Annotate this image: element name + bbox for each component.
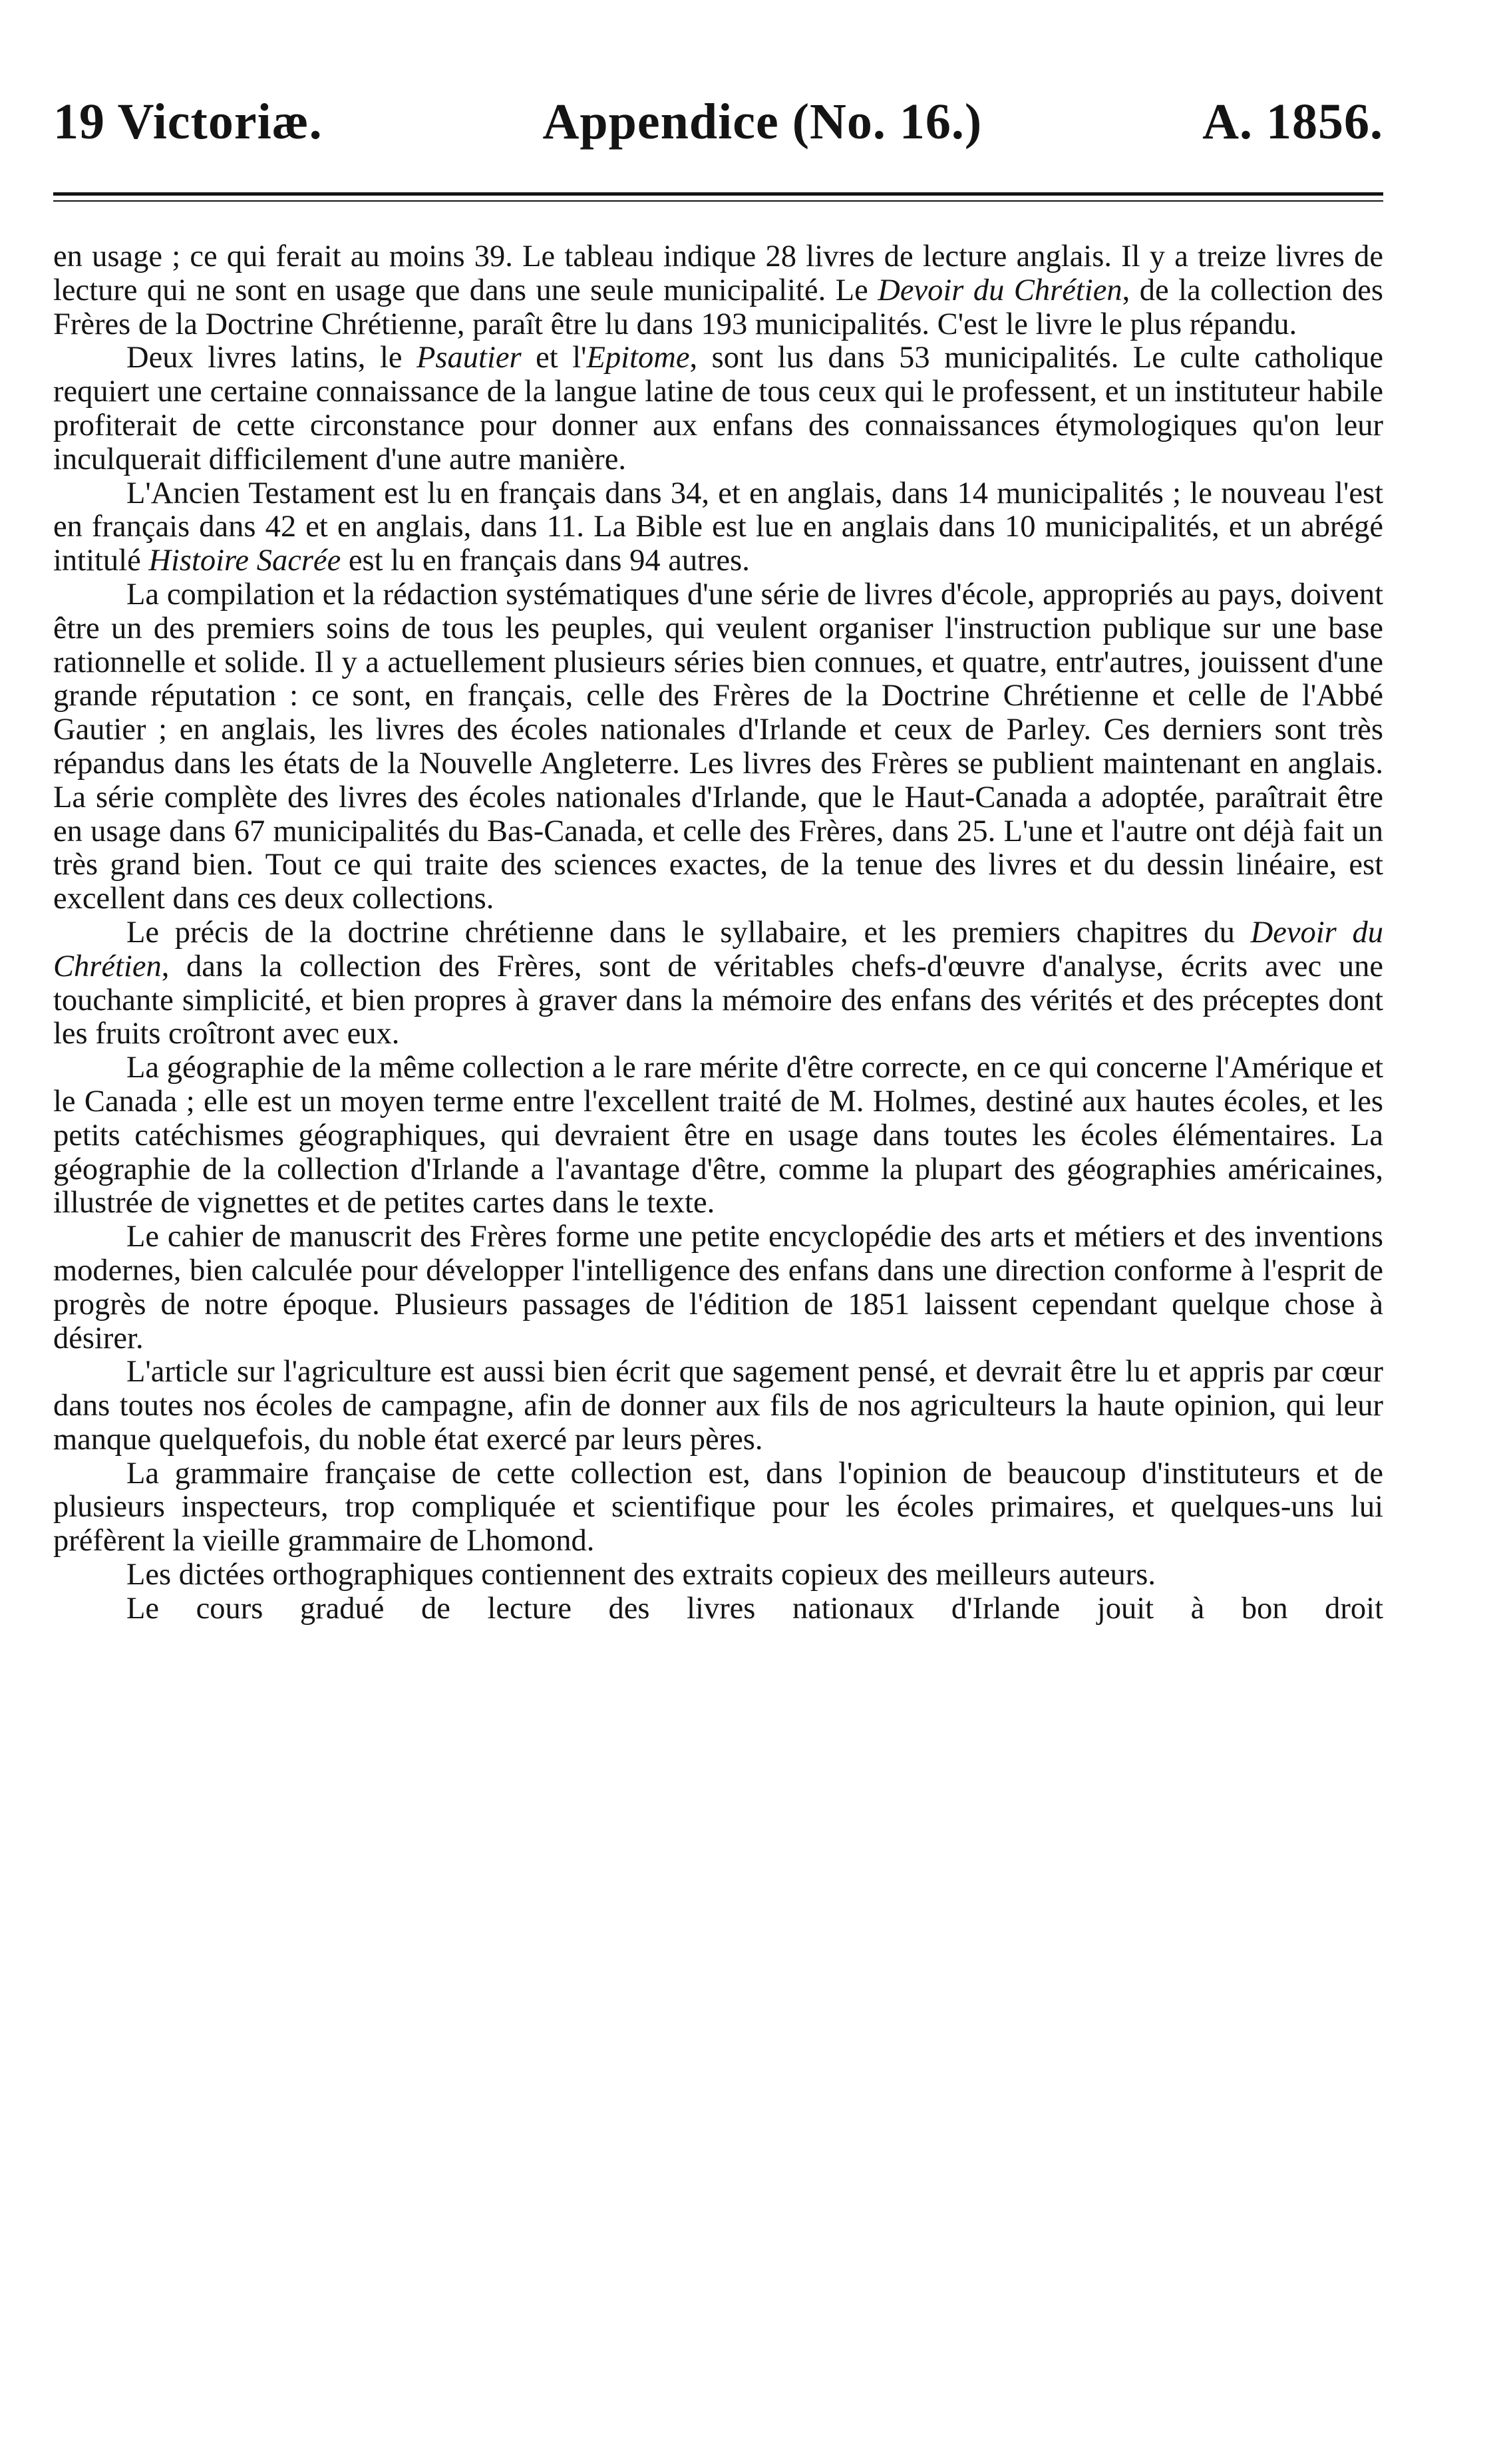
text-run: Les dictées orthographiques contiennent des extraits copieux des meilleurs auteurs. bbox=[126, 1558, 1156, 1592]
body-text bbox=[53, 240, 1383, 1626]
header-rule-thin bbox=[53, 200, 1383, 202]
paragraph bbox=[53, 240, 1383, 341]
page-header bbox=[53, 93, 1383, 151]
text-run: L'Ancien Testament est lu en français dans 34, et en anglais, dans 14 municipalités ; le nouveau l'est en français dans 42 et en anglais, dans 11. La Bible est lue en anglais dans 10 municipalités, et un abrégé intitulé bbox=[53, 476, 1383, 578]
paragraph bbox=[53, 1457, 1383, 1558]
paragraph bbox=[53, 1220, 1383, 1355]
italic-title: Devoir du Chrétien bbox=[53, 915, 1383, 983]
text-run: en usage ; ce qui ferait au moins 39. Le tableau indique 28 livres de lecture anglais. Il y a treize livres de lecture qui ne sont en usage que dans une seule municipalité. Le bbox=[53, 240, 1383, 307]
paragraph bbox=[53, 477, 1383, 578]
text-run: Le cours gradué de lecture des livres nationaux d'Irlande jouit à bon droit bbox=[126, 1591, 1383, 1626]
paragraph bbox=[53, 341, 1383, 476]
paragraph bbox=[53, 1592, 1383, 1626]
text-run: , sont lus dans 53 municipalités. Le culte catholique requiert une certaine connaissance de la langue latine de tous ceux qui le professent, et un instituteur habile profiterait de cette circonstance pour donner aux enfans des connaissances étymologiques qu'on leur inculquerait difficilement d'une autre manière. bbox=[53, 341, 1383, 476]
paragraph bbox=[53, 1558, 1383, 1592]
text-run: Le précis de la doctrine chrétienne dans le syllabaire, et les premiers chapitres du bbox=[126, 915, 1251, 950]
paragraph bbox=[53, 916, 1383, 1051]
header-rule-thick bbox=[53, 192, 1383, 196]
text-run: Deux livres latins, le bbox=[126, 341, 417, 375]
paragraph bbox=[53, 1051, 1383, 1220]
header-appendix: Appendice (No. 16.) bbox=[542, 94, 983, 150]
italic-title: Epitome bbox=[586, 341, 690, 375]
italic-title: Histoire Sacrée bbox=[148, 544, 341, 578]
text-run: La compilation et la rédaction systématiques d'une série de livres d'école, appropriés au pays, doivent être un des premiers soins de tous les peuples, qui veulent organiser l'instruction publique sur une base rationnelle et solide. Il y a actuellement plusieurs séries bien connues, et quatre, entr'autres, jouissent d'une grande réputation : ce sont, en français, celle des Frères de la Doctrine Chrétienne et celle de l'Abbé Gautier ; en anglais, les livres des écoles nationales d'Irlande et ceux de Parley. Ces derniers sont très répandus dans les états de la Nouvelle Angleterre. Les livres des Frères se publient maintenant en anglais. La série complète des livres des écoles nationales d'Irlande, que le Haut-Canada a adoptée, paraîtrait être en usage dans 67 municipalités du Bas-Canada, et celle des Frères, dans 25. L'une et l'autre ont déjà fait un très grand bien. Tout ce qui traite des sciences exactes, de la tenue des livres et du dessin linéaire, est excellent dans ces deux collections. bbox=[53, 577, 1383, 916]
text-run: L'article sur l'agriculture est aussi bien écrit que sagement pensé, et devrait être lu et appris par cœur dans toutes nos écoles de campagne, afin de donner aux fils de nos agriculteurs la haute opinion, qui leur manque quelquefois, du noble état exercé par leurs pères. bbox=[53, 1355, 1383, 1457]
text-run: La grammaire française de cette collection est, dans l'opinion de beaucoup d'instituteurs et de plusieurs inspecteurs, trop compliquée et scientifique pour les écoles primaires, et quelques-uns lui préfèrent la vieille grammaire de Lhomond. bbox=[53, 1456, 1383, 1558]
header-year: A. 1856. bbox=[1202, 94, 1383, 150]
text-run: , dans la collection des Frères, sont de véritables chefs-d'œuvre d'analyse, écrits avec une touchante simplicité, et bien propres à graver dans la mémoire des enfans des vérités et des préceptes dont les fruits croîtront avec eux. bbox=[53, 949, 1383, 1051]
header-session: 19 Victoriæ. bbox=[53, 94, 323, 150]
italic-title: Devoir du Chrétien bbox=[878, 273, 1122, 307]
text-run: et l' bbox=[521, 341, 587, 375]
text-run: La géographie de la même collection a le rare mérite d'être correcte, en ce qui concerne l'Amérique et le Canada ; elle est un moyen terme entre l'excellent traité de M. Holmes, destiné aux hautes écoles, et les petits catéchismes géographiques, qui devraient être en usage dans toutes les écoles élémentaires. La géographie de la collection d'Irlande a l'avantage d'être, comme la plupart des géographies américaines, illustrée de vignettes et de petites cartes dans le texte. bbox=[53, 1051, 1383, 1220]
paragraph bbox=[53, 1355, 1383, 1457]
text-run: , de la collection des Frères de la Doctrine Chrétienne, paraît être lu dans 193 municipalités. C'est le livre le plus répandu. bbox=[53, 273, 1383, 341]
italic-title: Psautier bbox=[417, 341, 522, 375]
text-run: Le cahier de manuscrit des Frères forme une petite encyclopédie des arts et métiers et des inventions modernes, bien calculée pour développer l'intelligence des enfans dans une direction conforme à l'esprit de progrès de notre époque. Plusieurs passages de l'édition de 1851 laissent cependant quelque chose à désirer. bbox=[53, 1220, 1383, 1355]
paragraph bbox=[53, 578, 1383, 916]
text-run: est lu en français dans 94 autres. bbox=[341, 544, 750, 578]
